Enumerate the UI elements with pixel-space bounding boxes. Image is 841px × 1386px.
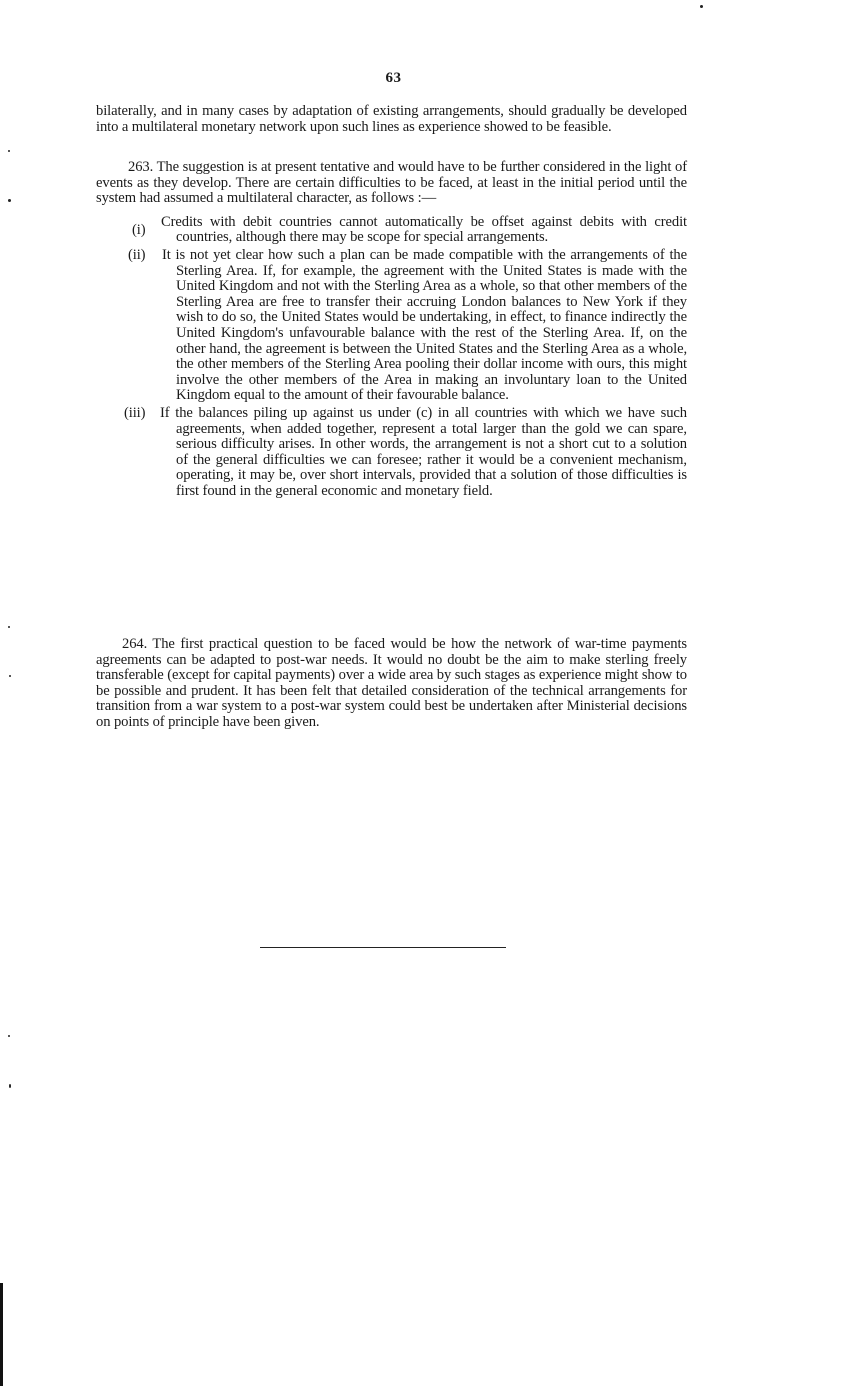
list-marker-i: (i) [132, 221, 146, 238]
scan-speck [8, 1035, 10, 1037]
paragraph-263-text: 263. The suggestion is at present tentative and would have to be further considered in the light of events as they develop. There are certain difficulties to be faced, at least in the initial period until the system had assumed a multilateral character, as follows :— [96, 159, 687, 207]
scan-speck [8, 150, 10, 152]
scan-speck [700, 5, 703, 8]
scan-speck [8, 626, 10, 628]
scan-speck [8, 199, 11, 202]
page-number: 63 [385, 70, 402, 86]
list-marker-iii: (iii) [124, 404, 146, 421]
scan-margin-bar [0, 1283, 3, 1386]
list-item-ii-text: It is not yet clear how such a plan can be made compatible with the arrangements of the Sterling Area. If, for example, the agreement with the United States is made with the United Kingdom and not with the Sterling Area as a whole, so that other members of the Sterling Area are free to transfer their accruing London balances to New York if they wish to do so, the United States would be undertaking, in effect, to finance indirectly the United Kingdom's unfavourable balance with the rest of the Sterling Area. If, on the other hand, the agreement is between the United States and the Sterling Area as a whole, the other members of the Sterling Area pooling their dollar income with ours, this might involve the other members of the Area in making an involuntary loan to the United Kingdom equal to the amount of their favourable balance. [162, 246, 687, 404]
continuation-paragraph [96, 104, 687, 135]
list-item-iii [96, 406, 687, 500]
list-item-ii [96, 248, 687, 404]
paragraph-263 [96, 160, 687, 499]
paragraph-264 [96, 637, 687, 731]
end-rule [260, 947, 506, 948]
list-marker-ii: (ii) [128, 246, 146, 263]
scan-speck [9, 675, 11, 677]
list-item-iii-text: If the balances piling up against us under (c) in all countries with which we have such agreements, when added together, represent a total larger than the gold we can spare, serious difficulty arises. In other words, the arrangement is not a short cut to a solution of the general difficulties we can foresee; rather it would be a convenient mechanism, operating, it may be, over short intervals, provided that a solution of those difficulties is first found in the general economic and monetary field. [160, 404, 687, 499]
list-item-i [96, 215, 687, 246]
paragraph-264-text: 264. The first practical question to be faced would be how the network of war-time payments agreements can be adapted to post-war needs. It would no doubt be the aim to make sterling freely transferable (except for capital payments) over a wide area by such stages as experience might show to be possible and prudent. It has been felt that detailed consideration of the technical arrangements for transition from a war system to a post-war system could best be undertaken after Ministerial decisions on points of principle have been given. [96, 636, 687, 730]
continuation-text: bilaterally, and in many cases by adaptation of existing arrangements, should gradually be developed into a multilateral monetary network upon such lines as experience showed to be feasible. [96, 103, 687, 135]
list-item-i-text: Credits with debit countries cannot automatically be offset against debits with credit countries, although there may be scope for special arrangements. [161, 213, 687, 246]
scan-speck [9, 1084, 11, 1088]
